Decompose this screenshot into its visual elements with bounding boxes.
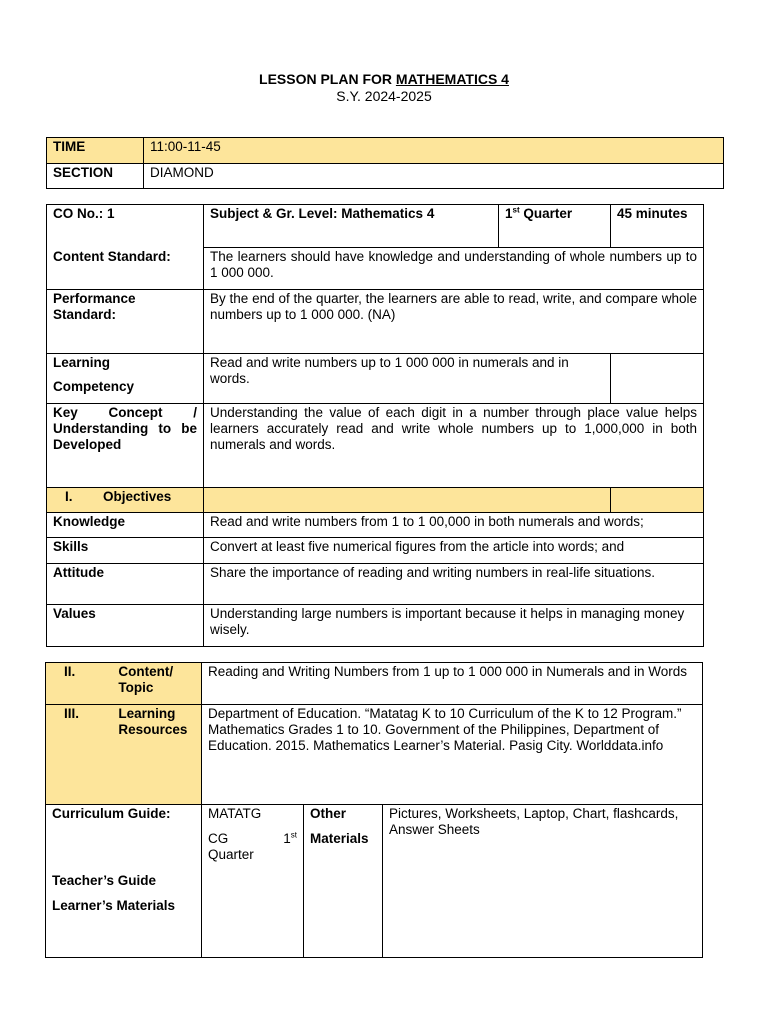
learning-resources-heading: [46, 705, 202, 805]
cg-text: CG: [208, 831, 229, 846]
time-value: 11:00-11-45: [144, 138, 724, 164]
content-standard-value: The learners should have knowledge and understanding of whole numbers up to 1 000 000.: [204, 248, 704, 290]
learning-num: III.: [64, 706, 80, 721]
content-standard-label: Content Standard:: [47, 248, 204, 290]
objectives-num: I.: [65, 489, 73, 504]
performance-standard-value: By the end of the quarter, the learners are able to read, write, and compare whole numbers up to 1 000 000. (NA): [204, 290, 704, 354]
resources-table: [45, 662, 703, 958]
content-num: II.: [64, 664, 76, 679]
teachers-guide-label: Teacher’s Guide: [52, 873, 157, 888]
title-prefix: LESSON PLAN FOR: [259, 71, 396, 87]
other-label-1: Other: [310, 806, 347, 821]
key-concept-label: Key Concept / Understanding to be Developed: [47, 404, 204, 488]
quarter: [499, 205, 611, 248]
knowledge-value: Read and write numbers from 1 to 1 00,000 in both numerals and words;: [204, 513, 704, 538]
skills-label: Skills: [47, 538, 204, 564]
objectives-empty-2: [611, 488, 704, 513]
guides-labels: [46, 805, 202, 958]
knowledge-row: [47, 513, 704, 538]
content-label: Content/ Topic: [118, 664, 174, 695]
learning-competency-label: [47, 354, 204, 404]
knowledge-label: Knowledge: [47, 513, 204, 538]
co-row: [47, 205, 704, 248]
section-label: SECTION: [47, 164, 144, 189]
content-standard-row: [47, 248, 704, 290]
content-topic-value: Reading and Writing Numbers from 1 up to 1 000 000 in Numerals and in Words: [202, 663, 703, 705]
objectives-label: Objectives: [103, 489, 172, 504]
cg-line: [208, 831, 297, 847]
quarter-sup: st: [512, 205, 520, 215]
performance-standard-row: [47, 290, 704, 354]
key-concept-row: [47, 404, 704, 488]
objectives-row: [47, 488, 704, 513]
objectives-heading: [47, 488, 204, 513]
section-row: [47, 164, 724, 189]
cg-sup: st: [290, 830, 297, 840]
learning-resources-label: Learning Resources: [118, 706, 188, 737]
learning-competency-empty: [611, 354, 704, 404]
schedule-table: [46, 137, 724, 189]
cg-quarter: Quarter: [208, 847, 254, 862]
learning-competency-value: Read and write numbers up to 1 000 000 in numerals and in words.: [204, 354, 611, 404]
key-concept-value: Understanding the value of each digit in a number through place value helps learners accurately read and write whole numbers up to 1,000,000 in both numerals and words.: [204, 404, 704, 488]
skills-row: [47, 538, 704, 564]
co-number: CO No.: 1: [47, 205, 204, 248]
values-label: Values: [47, 605, 204, 647]
duration: 45 minutes: [611, 205, 704, 248]
values-value: Understanding large numbers is important because it helps in managing money wisely.: [204, 605, 704, 647]
curriculum-guide-value: [202, 805, 304, 958]
learning-resources-value: Department of Education. “Matatag K to 10 Curriculum of the K to 12 Program.” Mathematics Grades 1 to 10. Government of the Philippines, Department of Education. 2015. Mathematics Learner’s Material. Pasig City. Worlddata.info: [202, 705, 703, 805]
school-year: S.Y. 2024-2025: [336, 88, 432, 104]
attitude-value: Share the importance of reading and writing numbers in real-life situations.: [204, 564, 704, 605]
subject-level: Subject & Gr. Level: Mathematics 4: [204, 205, 499, 248]
content-topic-row: [46, 663, 703, 705]
other-label-2: Materials: [310, 831, 369, 846]
section-value: DIAMOND: [144, 164, 724, 189]
quarter-label: Quarter: [519, 206, 573, 221]
objectives-empty-1: [204, 488, 611, 513]
learning-resources-row: [46, 705, 703, 805]
attitude-row: [47, 564, 704, 605]
other-materials-label: [304, 805, 383, 958]
skills-value: Convert at least five numerical figures from the article into words; and: [204, 538, 704, 564]
matatg-text: MATATG: [208, 806, 262, 821]
learning-label-2: Competency: [53, 379, 135, 394]
time-label: TIME: [47, 138, 144, 164]
quarter-num: 1: [505, 206, 513, 221]
time-row: [47, 138, 724, 164]
materials-row: [46, 805, 703, 958]
values-row: [47, 605, 704, 647]
learning-label-1: Learning: [53, 355, 111, 370]
other-materials-value: Pictures, Worksheets, Laptop, Chart, flashcards, Answer Sheets: [383, 805, 703, 958]
title-subject: MATHEMATICS 4: [395, 71, 509, 87]
learners-materials-label: Learner’s Materials: [52, 898, 176, 913]
attitude-label: Attitude: [47, 564, 204, 605]
plan-table: [46, 204, 704, 647]
performance-standard-label: Performance Standard:: [47, 290, 204, 354]
content-topic-heading: [46, 663, 202, 705]
learning-competency-row: [47, 354, 704, 404]
cg-num: 1: [283, 831, 291, 846]
curriculum-guide-label: Curriculum Guide:: [52, 806, 171, 821]
document-title: [0, 71, 768, 87]
